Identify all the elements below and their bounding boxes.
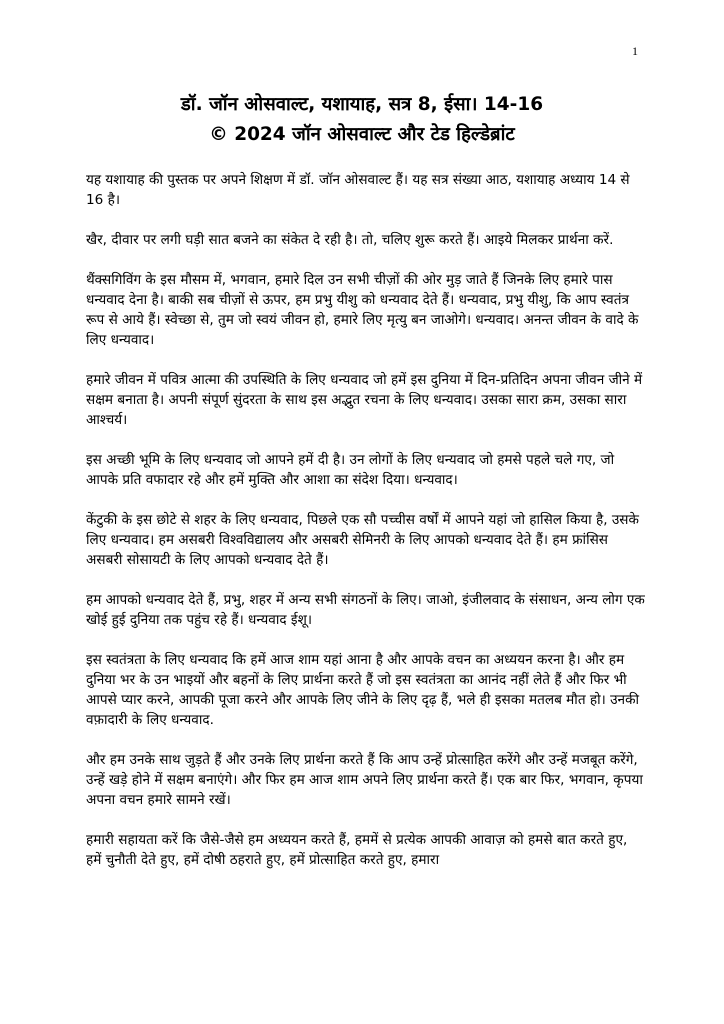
paragraph-6: केंटुकी के इस छोटे से शहर के लिए धन्यवाद, पिछले एक सौ पच्चीस वर्षों में आपने यहां जो हासिल किया है, उसके लिए धन्यवाद। हम असबरी विश्वविद्यालय और असबरी सेमिनरी के लिए आपको धन्यवाद देते हैं। हम फ्रांसिस असबरी सोसायटी के लिए आपको धन्यवाद देते हैं। [86, 512, 639, 568]
paragraph-4: हमारे जीवन में पवित्र आत्मा की उपस्थिति के लिए धन्यवाद जो हमें इस दुनिया में दिन-प्रतिदिन अपना जीवन जीने में सक्षम बनाता है। अपनी संपूर्ण सुंदरता के साथ इस अद्भुत रचना के लिए धन्यवाद। उसका सारा क्रम, उसका सारा आश्चर्य। [86, 372, 643, 428]
paragraph-2: खैर, दीवार पर लगी घड़ी सात बजने का संकेत दे रही है। तो, चलिए शुरू करते हैं। आइये मिलकर प्रार्थना करें. [86, 232, 614, 248]
paragraph-3: थैंक्सगिविंग के इस मौसम में, भगवान, हमारे दिल उन सभी चीज़ों की ओर मुड़ जाते हैं जिनके लिए हमारे पास धन्यवाद देना है। बाकी सब चीज़ों से ऊपर, हम प्रभु यीशु को धन्यवाद देते हैं। धन्यवाद, प्रभु यीशु, कि आप स्वतंत्र रूप से आये हैं। स्वेच्छा से, तुम जो स्वयं जीवन हो, हमारे लिए मृत्यु बन जाओगे। धन्यवाद। अनन्त जीवन के वादे के लिए धन्यवाद। [86, 272, 639, 348]
paragraph-9: और हम उनके साथ जुड़ते हैं और उनके लिए प्रार्थना करते हैं कि आप उन्हें प्रोत्साहित करेंगे और उन्हें मजबूत करेंगे, उन्हें खड़े होने में सक्षम बनाएंगे। और फिर हम आज शाम अपने लिए प्रार्थना करते हैं। एक बार फिर, भगवान, कृपया अपना वचन हमारे सामने रखें। [86, 752, 643, 808]
title-line-1: डॉ. जॉन ओसवाल्ट, यशायाह, सत्र 8, ईसा। 14-16 [180, 94, 544, 115]
paragraph-1: यह यशायाह की पुस्तक पर अपने शिक्षण में डॉ. जॉन ओसवाल्ट हैं। यह सत्र संख्या आठ, यशायाह अध्याय 14 से 16 है। [86, 172, 630, 208]
page-number: 1 [632, 44, 638, 58]
paragraph-10: हमारी सहायता करें कि जैसे-जैसे हम अध्ययन करते हैं, हममें से प्रत्येक आपकी आवाज़ को हमसे बात करते हुए, हमें चुनौती देते हुए, हमें दोषी ठहराते हुए, हमें प्रोत्साहित करते हुए, हमारा [86, 832, 628, 868]
title-line-2: © 2024 जॉन ओसवाल्ट और टेड हिल्डेब्रांट [209, 124, 515, 145]
document-title [60, 90, 664, 150]
paragraph-8: इस स्वतंत्रता के लिए धन्यवाद कि हमें आज शाम यहां आना है और आपके वचन का अध्ययन करना है। और हम दुनिया भर के उन भाइयों और बहनों के लिए प्रार्थना करते हैं जो इस स्वतंत्रता का आनंद नहीं लेते हैं और फिर भी आपसे प्यार करने, आपकी पूजा करने और आपके लिए जीने के लिए दृढ़ हैं, भले ही इसका मतलब मौत हो। उनकी वफ़ादारी के लिए धन्यवाद. [86, 652, 640, 728]
paragraph-7: हम आपको धन्यवाद देते हैं, प्रभु, शहर में अन्य सभी संगठनों के लिए। जाओ, इंजीलवाद के संसाधन, अन्य लोग एक खोई हुई दुनिया तक पहुंच रहे हैं। धन्यवाद ईशू। [86, 592, 645, 628]
paragraph-5: इस अच्छी भूमि के लिए धन्यवाद जो आपने हमें दी है। उन लोगों के लिए धन्यवाद जो हमसे पहले चले गए, जो आपके प्रति वफादार रहे और हमें मुक्ति और आशा का संदेश दिया। धन्यवाद। [86, 452, 615, 488]
document-body [86, 170, 646, 890]
